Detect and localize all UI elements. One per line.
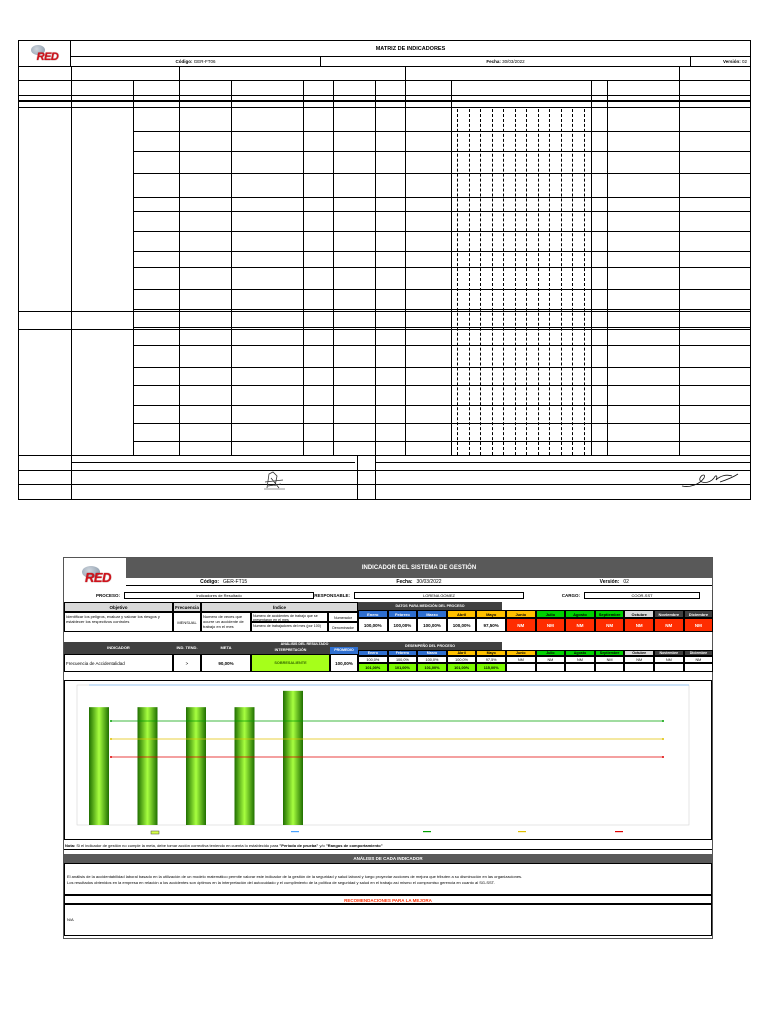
responsable-label: RESPONSABLE: xyxy=(314,592,350,598)
responsable-value: LORENA GOMEZ xyxy=(354,592,524,599)
legend-marker-2 xyxy=(423,831,431,832)
ref-point xyxy=(110,720,112,722)
perf-top-abril: 100,0% xyxy=(447,656,477,663)
proceso-label: PROCESO: xyxy=(95,592,120,598)
perf-bottom-agosto xyxy=(565,663,595,672)
sheet-logo xyxy=(64,558,126,591)
perf-month-header-septiembre: Septiembre xyxy=(595,650,625,656)
proceso-value: Indicadores de Resultado xyxy=(124,592,314,599)
indice-text: Numero de veces que ocurre un accidente de trabajo en el mes xyxy=(201,612,251,632)
ref-point xyxy=(662,756,664,758)
month-header-mayo: Mayo xyxy=(476,610,506,618)
perf-bottom-diciembre xyxy=(684,663,714,672)
perf-top-julio: NM xyxy=(536,656,566,663)
month-header-septiembre: Septiembre xyxy=(595,610,625,618)
month-header-octubre: Octubre xyxy=(624,610,654,618)
perf-top-diciembre: NM xyxy=(684,656,714,663)
legend-marker-4 xyxy=(615,831,623,832)
perf-month-header-octubre: Octubre xyxy=(624,650,654,656)
sheet-logo-text: RED xyxy=(85,570,111,585)
matrix-fecha: Fecha: 30/03/2022 xyxy=(321,57,691,66)
meta-header: META xyxy=(201,642,251,654)
sheet-version: Versión: 02 xyxy=(599,579,629,585)
chart-svg xyxy=(65,681,713,839)
month-value-enero: 100,00% xyxy=(358,618,388,632)
analysis-line-1: El análisis de la accidentabilidad laboral basado en la utilización de un modelo matemático permite valorar este indicador de la gestión de la seguridad y salud laboral y luego proyectar acciones de mejora que tributen a su disminución en las organizaciones. xyxy=(67,874,523,879)
month-value-diciembre: NM xyxy=(684,618,714,632)
frecuencia-value: MENSUAL xyxy=(173,612,201,632)
promedio-header: PROMEDIO xyxy=(330,647,358,654)
month-header-julio: Julio xyxy=(536,610,566,618)
month-value-septiembre: NM xyxy=(595,618,625,632)
plot-area xyxy=(77,685,689,825)
matrix-header-row xyxy=(19,81,750,101)
legend-marker-1 xyxy=(291,831,299,832)
ref-point xyxy=(662,738,664,740)
signature-right-icon xyxy=(680,470,740,490)
datos-header: DATOS PARA MEDICIÓN DEL PROCESO xyxy=(358,602,502,610)
perf-bottom-enero: 101,00% xyxy=(358,663,388,672)
perf-month-header-abril: Abril xyxy=(447,650,477,656)
numerador-label: Numerador xyxy=(328,612,358,622)
interpretacion-value: SOBRESALIENTE xyxy=(251,654,330,672)
frecuencia-header: Frecuencia xyxy=(173,602,201,612)
matrix-grid xyxy=(19,101,750,455)
matrix-meta xyxy=(71,57,750,67)
ref-point xyxy=(662,720,664,722)
perf-month-header-mayo: Mayo xyxy=(476,650,506,656)
sheet-fecha: Fecha: 30/03/2022 xyxy=(396,579,442,585)
perf-month-header-noviembre: Noviembre xyxy=(654,650,684,656)
month-header-noviembre: Noviembre xyxy=(654,610,684,618)
perf-top-octubre: NM xyxy=(624,656,654,663)
indicator-matrix xyxy=(18,40,751,500)
matrix-title: MATRIZ DE INDICADORES xyxy=(71,41,750,57)
signature-left-icon xyxy=(259,468,289,492)
objetivo-header: Objetivo xyxy=(64,602,173,612)
perf-month-header-junio: Junio xyxy=(506,650,536,656)
matrix-codigo: Código: GER-FT06 xyxy=(71,57,321,66)
perf-top-septiembre: NM xyxy=(595,656,625,663)
logo-text: RED xyxy=(36,50,59,63)
month-value-febrero: 100,00% xyxy=(388,618,418,632)
perf-top-mayo: 97,5% xyxy=(476,656,506,663)
ref-point xyxy=(110,756,112,758)
perf-top-noviembre: NM xyxy=(654,656,684,663)
perf-bottom-octubre xyxy=(624,663,654,672)
month-header-diciembre: Diciembre xyxy=(684,610,714,618)
perf-bottom-abril: 101,00% xyxy=(447,663,477,672)
denominador-text: Numero de trabajadores del mes (por 100) xyxy=(251,622,328,632)
bar-febrero xyxy=(138,707,158,825)
matrix-version: Versión: 02 xyxy=(722,59,747,64)
analisis-header: ANÁLISIS DEL RESULTADO xyxy=(251,642,358,647)
denominador-label: Denominador xyxy=(328,622,358,632)
perf-month-header-marzo: Marzo xyxy=(417,650,447,656)
ind-tend-header: IND. TEND. xyxy=(173,642,201,654)
month-value-marzo: 100,00% xyxy=(417,618,447,632)
analysis-line-2: Los resultados obtenidos en la empresa en relación a los accidentes son óptimos en la interpretación del autocuidado y el cumplimiento de la política de seguridad y salud en el trabajo así mismo el compromiso gerencia en cuanto al SG-SST. xyxy=(67,880,495,885)
sheet-process-row xyxy=(64,591,712,599)
perf-bottom-julio xyxy=(536,663,566,672)
recommendations-header: RECOMENDACIONES PARA LA MEJORA xyxy=(64,895,712,904)
perf-month-header-febrero: Febrero xyxy=(388,650,418,656)
desempeno-header: DESEMPEÑO DEL PROCESO xyxy=(358,642,502,650)
bar-enero xyxy=(89,707,109,825)
month-header-marzo: Marzo xyxy=(417,610,447,618)
indicador-value: Frecuencia de Accidentalidad xyxy=(64,654,173,672)
indicador-header: INDICADOR xyxy=(64,642,173,654)
sheet-codigo: Código: GER-FT15 xyxy=(200,579,248,585)
month-value-julio: NM xyxy=(536,618,566,632)
analysis-body xyxy=(64,863,712,895)
bar-abril xyxy=(235,707,255,825)
legend-marker-0 xyxy=(151,831,159,834)
matrix-footer xyxy=(19,455,750,499)
month-header-enero: Enero xyxy=(358,610,388,618)
perf-top-enero: 100,0% xyxy=(358,656,388,663)
perf-bottom-septiembre xyxy=(595,663,625,672)
sheet-meta xyxy=(126,578,712,586)
analysis-header: ANÁLISIS DE CADA INDICADOR xyxy=(64,854,712,863)
indice-header: Índice xyxy=(201,602,358,612)
month-header-abril: Abril xyxy=(447,610,477,618)
bar-mayo xyxy=(283,691,303,825)
month-value-octubre: NM xyxy=(624,618,654,632)
month-value-junio: NM xyxy=(506,618,536,632)
perf-month-header-agosto: Agosto xyxy=(565,650,595,656)
company-logo xyxy=(19,41,71,67)
perf-bottom-febrero: 101,00% xyxy=(388,663,418,672)
month-header-febrero: Febrero xyxy=(388,610,418,618)
promedio-value: 100,00% xyxy=(330,654,358,672)
recommendations-body: N/A xyxy=(64,904,712,936)
numerador-text: Numero de accidentes de trabajo que se presentaron en el mes xyxy=(251,612,328,622)
month-value-agosto: NM xyxy=(565,618,595,632)
perf-bottom-noviembre xyxy=(654,663,684,672)
perf-month-header-julio: Julio xyxy=(536,650,566,656)
perf-month-header-enero: Enero xyxy=(358,650,388,656)
sheet-title: INDICADOR DEL SISTEMA DE GESTIÓN xyxy=(126,558,712,578)
objetivo-text: Identificar los peligros, evaluar y valorar los riesgos y establecer los respectivos controles xyxy=(64,612,173,632)
indicator-sheet xyxy=(63,557,713,939)
perf-top-agosto: NM xyxy=(565,656,595,663)
indicator-chart xyxy=(64,680,712,840)
cargo-label: CARGO: xyxy=(561,592,580,598)
tend-value: > xyxy=(173,654,201,672)
perf-bottom-junio xyxy=(506,663,536,672)
cargo-value: COOR-SST xyxy=(584,592,700,599)
interpretacion-header: INTERPRETACIÓN xyxy=(251,647,330,654)
legend-marker-3 xyxy=(518,831,526,832)
note: Nota: Si el indicador de gestión no cumple la meta, debe tomar acción correctiva teniendo en cuenta lo establecido para "Periodo de prueba" y/o "Rangos de comportamiento" xyxy=(64,841,712,850)
perf-top-marzo: 100,0% xyxy=(417,656,447,663)
perf-top-junio: NM xyxy=(506,656,536,663)
month-value-abril: 100,00% xyxy=(447,618,477,632)
perf-bottom-marzo: 101,00% xyxy=(417,663,447,672)
meta-value: 90,00% xyxy=(201,654,251,672)
month-header-junio: Junio xyxy=(506,610,536,618)
perf-bottom-mayo: 115,00% xyxy=(476,663,506,672)
ref-point xyxy=(110,738,112,740)
month-value-mayo: 97,50% xyxy=(476,618,506,632)
perf-month-header-diciembre: Diciembre xyxy=(684,650,714,656)
perf-top-febrero: 100,0% xyxy=(388,656,418,663)
bar-marzo xyxy=(186,707,206,825)
matrix-row-2 xyxy=(19,67,750,81)
month-header-agosto: Agosto xyxy=(565,610,595,618)
month-value-noviembre: NM xyxy=(654,618,684,632)
